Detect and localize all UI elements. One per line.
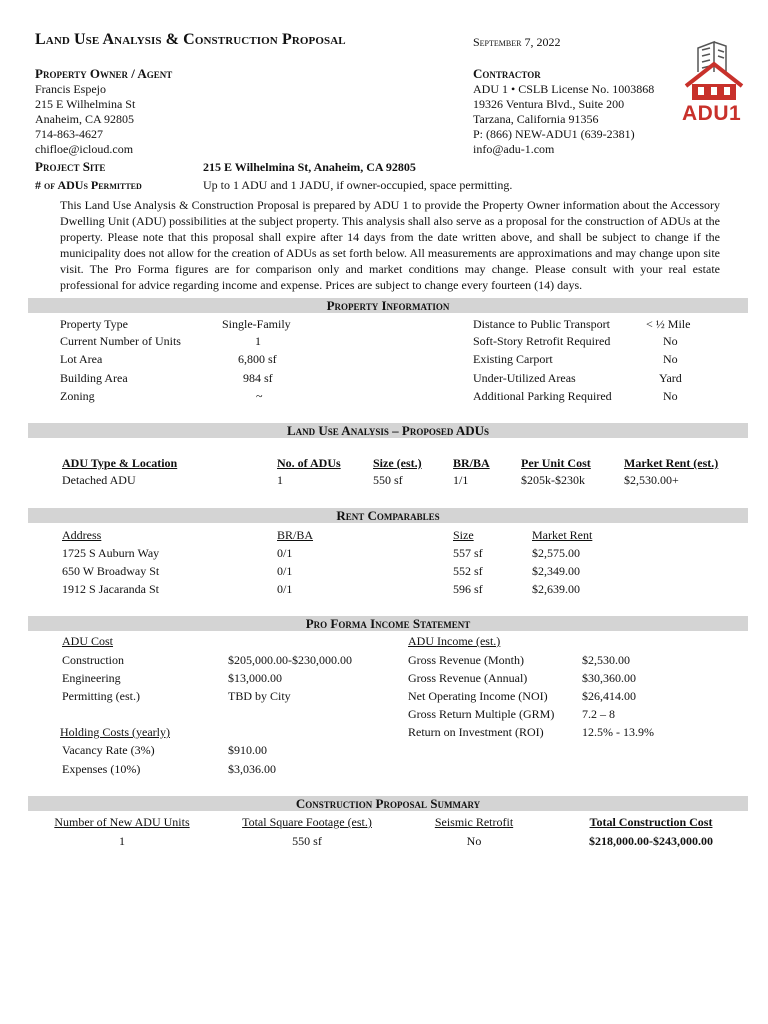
owner-city: Anaheim, CA 92805 xyxy=(35,112,134,126)
owner-phone: 714-863-4627 xyxy=(35,127,103,141)
adu-type-header: ADU Type & Location xyxy=(62,456,178,470)
adu-income-heading: ADU Income (est.) xyxy=(408,634,501,648)
contractor-license: ADU 1 • CSLB License No. 1003868 xyxy=(473,82,655,96)
adu-brba-value: 1/1 xyxy=(453,473,469,487)
comp-rent: $2,349.00 xyxy=(532,564,580,578)
roi-value: 12.5% - 13.9% xyxy=(582,725,654,739)
owner-email: chifloe@icloud.com xyxy=(35,142,134,156)
noi-value: $26,414.00 xyxy=(582,689,636,703)
current-units-label: Current Number of Units xyxy=(60,334,181,348)
engineering-label: Engineering xyxy=(62,671,121,685)
comp-address: 1912 S Jacaranda St xyxy=(62,582,159,596)
summary-seismic-value: No xyxy=(466,834,482,848)
adu-size-header: Size (est.) xyxy=(373,456,422,470)
permitting-label: Permitting (est.) xyxy=(62,689,140,703)
adu-count-header: No. of ADUs xyxy=(277,456,341,470)
comp-address-header: Address xyxy=(62,528,102,542)
summary-units-header: Number of New ADU Units xyxy=(54,815,190,829)
adus-permitted-value: Up to 1 ADU and 1 JADU, if owner-occupied, space permitting. xyxy=(203,178,513,192)
summary-seismic-header: Seismic Retrofit xyxy=(434,815,514,829)
adu-type-value: Detached ADU xyxy=(62,473,136,487)
transport-value: < ½ Mile xyxy=(646,317,691,331)
contractor-address: 19326 Ventura Blvd., Suite 200 xyxy=(473,97,625,111)
construction-label: Construction xyxy=(62,653,124,667)
summary-units-value: 1 xyxy=(119,834,125,848)
document-title: Land Use Analysis & Construction Proposal xyxy=(35,31,346,48)
under-utilized-value: Yard xyxy=(659,371,682,385)
comp-rent: $2,575.00 xyxy=(532,546,580,560)
comp-brba: 0/1 xyxy=(277,546,293,560)
summary-heading: Construction Proposal Summary xyxy=(28,796,748,811)
comp-address: 1725 S Auburn Way xyxy=(62,546,160,560)
summary-cost-value: $218,000.00-$243,000.00 xyxy=(589,834,713,848)
comp-size: 557 sf xyxy=(453,546,483,560)
lot-area-value: 6,800 sf xyxy=(238,352,277,366)
summary-cost-header: Total Construction Cost xyxy=(589,815,713,829)
comp-brba-header: BR/BA xyxy=(277,528,314,542)
grm-label: Gross Return Multiple (GRM) xyxy=(408,707,555,721)
summary-sqft-header: Total Square Footage (est.) xyxy=(242,815,372,829)
land-use-heading: Land Use Analysis – Proposed ADUs xyxy=(28,423,748,438)
expenses-value: $3,036.00 xyxy=(228,762,276,776)
owner-address: 215 E Wilhelmina St xyxy=(35,97,136,111)
vacancy-label: Vacancy Rate (3%) xyxy=(62,743,155,757)
building-area-value: 984 sf xyxy=(243,371,273,385)
contractor-email: info@adu-1.com xyxy=(473,142,555,156)
document-date: September 7, 2022 xyxy=(473,35,561,49)
gross-month-label: Gross Revenue (Month) xyxy=(408,653,524,667)
rent-comps-heading: Rent Comparables xyxy=(28,508,748,523)
adus-permitted-label: # of ADUs Permitted xyxy=(35,178,142,192)
construction-value: $205,000.00-$230,000.00 xyxy=(228,653,352,667)
building-area-label: Building Area xyxy=(60,371,128,385)
zoning-value: ~ xyxy=(256,389,263,403)
adu1-logo xyxy=(678,40,750,126)
adu-brba-header: BR/BA xyxy=(453,456,490,470)
project-site-label: Project Site xyxy=(35,159,106,174)
roi-label: Return on Investment (ROI) xyxy=(408,725,544,739)
contractor-heading: Contractor xyxy=(473,66,541,81)
property-info-heading: Property Information xyxy=(28,298,748,313)
parking-value: No xyxy=(663,389,678,403)
expenses-label: Expenses (10%) xyxy=(62,762,141,776)
lot-area-label: Lot Area xyxy=(60,352,103,366)
comp-brba: 0/1 xyxy=(277,582,293,596)
logo-text: ADU1 xyxy=(682,102,742,125)
property-type-value: Single-Family xyxy=(222,317,291,331)
comp-rent-header: Market Rent xyxy=(532,528,593,542)
engineering-value: $13,000.00 xyxy=(228,671,282,685)
contractor-city: Tarzana, California 91356 xyxy=(473,112,599,126)
pro-forma-heading: Pro Forma Income Statement xyxy=(28,616,748,631)
comp-size: 596 sf xyxy=(453,582,483,596)
gross-month-value: $2,530.00 xyxy=(582,653,630,667)
adu-rent-header: Market Rent (est.) xyxy=(624,456,719,470)
adu-cost-heading: ADU Cost xyxy=(62,634,114,648)
comp-size-header: Size xyxy=(453,528,474,542)
carport-value: No xyxy=(663,352,678,366)
under-utilized-label: Under-Utilized Areas xyxy=(473,371,576,385)
permitting-value: TBD by City xyxy=(228,689,291,703)
soft-story-value: No xyxy=(663,334,678,348)
grm-value: 7.2 – 8 xyxy=(582,707,615,721)
comp-brba: 0/1 xyxy=(277,564,293,578)
parking-label: Additional Parking Required xyxy=(473,389,612,403)
gross-annual-label: Gross Revenue (Annual) xyxy=(408,671,528,685)
adu-cost-value: $205k-$230k xyxy=(521,473,585,487)
zoning-label: Zoning xyxy=(60,389,95,403)
project-site-value: 215 E Wilhelmina St, Anaheim, CA 92805 xyxy=(203,160,416,174)
adu-count-value: 1 xyxy=(277,473,283,487)
owner-heading: Property Owner / Agent xyxy=(35,66,173,81)
noi-label: Net Operating Income (NOI) xyxy=(408,689,548,703)
transport-label: Distance to Public Transport xyxy=(473,317,610,331)
holding-costs-heading: Holding Costs (yearly) xyxy=(60,725,170,739)
comp-rent: $2,639.00 xyxy=(532,582,580,596)
comp-address: 650 W Broadway St xyxy=(62,564,160,578)
adu-rent-value: $2,530.00+ xyxy=(624,473,679,487)
property-type-label: Property Type xyxy=(60,317,128,331)
carport-label: Existing Carport xyxy=(473,352,553,366)
adu-cost-header: Per Unit Cost xyxy=(521,456,591,470)
soft-story-label: Soft-Story Retrofit Required xyxy=(473,334,611,348)
comp-size: 552 sf xyxy=(453,564,483,578)
summary-sqft-value: 550 sf xyxy=(292,834,322,848)
vacancy-value: $910.00 xyxy=(228,743,267,757)
gross-annual-value: $30,360.00 xyxy=(582,671,636,685)
adu-size-value: 550 sf xyxy=(373,473,403,487)
intro-paragraph: This Land Use Analysis & Construction Proposal is prepared by ADU 1 to provide the Property Owner information about the Accessory Dwelling Unit (ADU) possibilities at the subject property. This analysis shall also serve as a proposal for the construction of ADUs at the property. Please note that this proposal shall expire after 14 days from the date written above, and shall be subject to change if the municipality does not allow for the creation of ADUs as set forth below. All measurements are approximations and may change upon site visit. The Pro Forma figures are for comparison only and market conditions may change. Please consult with your real estate professional for advice regarding income and expense. Prices are subject to change every fourteen (14) days. xyxy=(60,198,720,292)
current-units-value: 1 xyxy=(255,334,261,348)
owner-name: Francis Espejo xyxy=(35,82,106,96)
contractor-phone: P: (866) NEW-ADU1 (639-2381) xyxy=(473,127,635,141)
